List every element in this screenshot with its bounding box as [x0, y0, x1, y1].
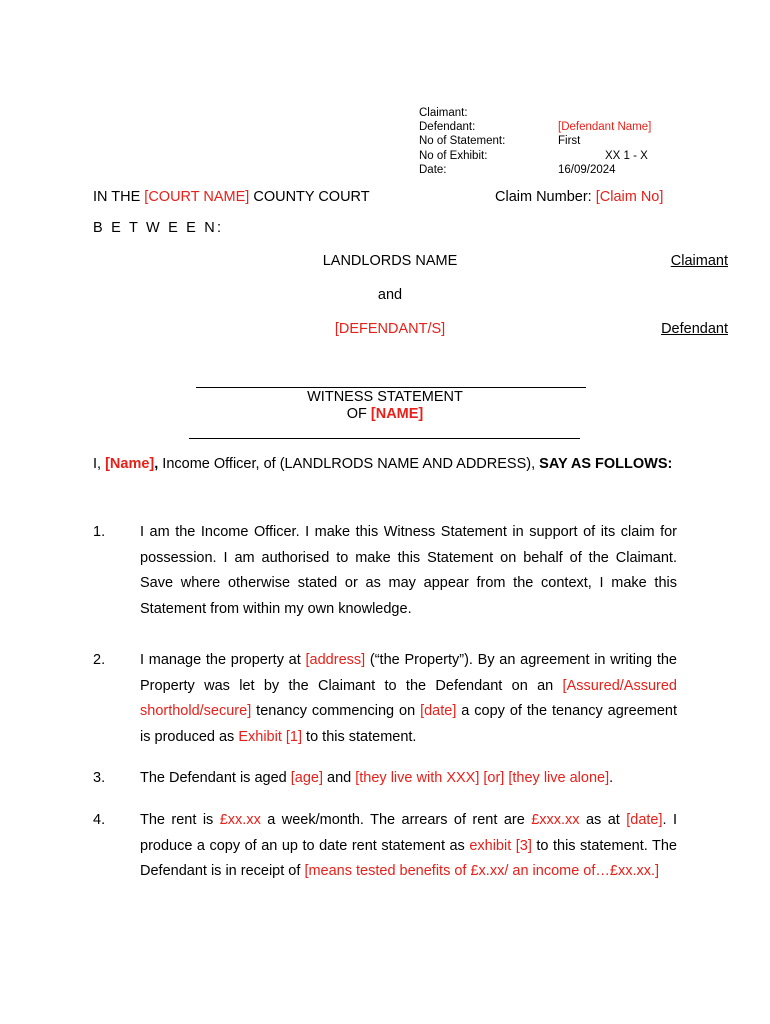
date-value: 16/09/2024: [558, 163, 616, 176]
text-run: a week/month. The arrears of rent are: [260, 812, 532, 828]
defendant-name: [DEFENDANT/S]: [334, 321, 446, 337]
text-run: .: [609, 770, 614, 786]
exhibit-row: [419, 149, 651, 163]
statement-row: [419, 134, 651, 148]
title-line-2: [190, 406, 580, 423]
court-prefix: IN THE: [93, 189, 145, 205]
court-name: [COURT NAME]: [144, 189, 250, 205]
paragraph-number: 3.: [93, 770, 106, 786]
title-line-1: WITNESS STATEMENT: [307, 389, 463, 405]
and-text: and: [377, 287, 403, 303]
intro-middle: Income Officer, of (LANDLRODS NAME AND ADDRESS),: [158, 456, 540, 472]
claim-number: [495, 189, 663, 205]
paragraph-number: 4.: [93, 812, 106, 828]
court-line: [93, 189, 370, 205]
intro-i: I,: [93, 456, 106, 472]
paragraph-text: I am the Income Officer. I make this Witness Statement in support of its claim for possession. I am authorised to make this Statement on behalf of the Claimant. Save where otherwise stated or as may appear from the context, I make this Statement from within my own knowledge.: [140, 524, 677, 617]
paragraph-number: 2.: [93, 652, 106, 668]
benefits-placeholder: [means tested benefits of £x.xx/ an income of…£xx.xx.]: [304, 863, 660, 879]
exhibit-label: No of Exhibit:: [419, 149, 488, 162]
date-placeholder: [date]: [420, 703, 457, 719]
witness-name: [NAME]: [370, 406, 424, 422]
text-run: and: [323, 770, 356, 786]
rent-placeholder: £xx.xx: [219, 812, 261, 828]
intro-name: [Name]: [105, 456, 155, 472]
paragraph-number: 1.: [93, 524, 106, 540]
text-run: The Defendant is aged: [140, 770, 291, 786]
title-of: OF: [346, 406, 371, 422]
text-run: to this statement.: [302, 728, 417, 745]
address-placeholder: [address]: [305, 652, 366, 668]
statement-value: First: [558, 135, 581, 148]
intro-statement: [93, 456, 677, 474]
date-label: Date:: [419, 163, 447, 176]
intro-comma: ,: [154, 456, 159, 472]
defendant-value: [Defendant Name]: [558, 121, 652, 134]
arrears-placeholder: £xxx.xx: [531, 812, 580, 828]
title-top-rule: [196, 387, 586, 388]
defendant-row: [419, 120, 651, 134]
text-run: . I produce a copy of an up to date rent statement as: [140, 812, 677, 854]
exhibit-value: XX 1 - X: [605, 149, 648, 162]
tenancy-type-placeholder: [Assured/Assured shorthold/secure]: [140, 677, 677, 719]
paragraph-1: [93, 520, 677, 622]
text-run: tenancy commencing on: [251, 703, 421, 719]
text-run: The rent is: [140, 812, 220, 828]
claimant-row: [419, 106, 651, 120]
claimant-role: Claimant: [670, 253, 728, 269]
claim-number-value: [Claim No]: [595, 189, 664, 205]
date-placeholder: [date]: [626, 812, 663, 828]
statement-header: [419, 106, 651, 177]
court-suffix: COUNTY COURT: [249, 189, 370, 205]
claimant-label: Claimant:: [419, 107, 468, 119]
text-run: I manage the property at: [140, 652, 306, 668]
text-run: a copy of the tenancy agreement is produced as: [140, 703, 677, 745]
defendant-role: Defendant: [661, 321, 728, 337]
exhibit-placeholder: Exhibit [1]: [238, 728, 303, 745]
paragraph-text: [140, 766, 677, 792]
paragraph-2: [93, 648, 677, 750]
text-run: (“the Property”). By an agreement in writing the Property was let by the Claimant to the Defendant on an: [140, 652, 678, 694]
date-row: [419, 163, 651, 177]
defendant-label: Defendant:: [419, 121, 476, 134]
text-run: as at: [579, 812, 627, 828]
living-situation-placeholder: [they live with XXX] [or] [they live alone]: [355, 770, 610, 786]
paragraph-text: [140, 808, 677, 885]
statement-label: No of Statement:: [419, 135, 506, 148]
paragraph-3: [93, 766, 677, 792]
intro-say: SAY AS FOLLOWS:: [539, 456, 673, 472]
between-heading: B E T W E E N:: [93, 220, 224, 236]
paragraph-text: [140, 648, 677, 750]
age-placeholder: [age]: [290, 770, 323, 786]
claim-number-label: Claim Number:: [495, 189, 596, 205]
paragraph-4: [93, 808, 677, 885]
title-bottom-rule: [189, 438, 580, 439]
exhibit-placeholder: exhibit [3]: [469, 837, 532, 854]
text-run: to this statement. The Defendant is in receipt of: [140, 837, 677, 879]
landlord-name: LANDLORDS NAME: [322, 253, 458, 269]
